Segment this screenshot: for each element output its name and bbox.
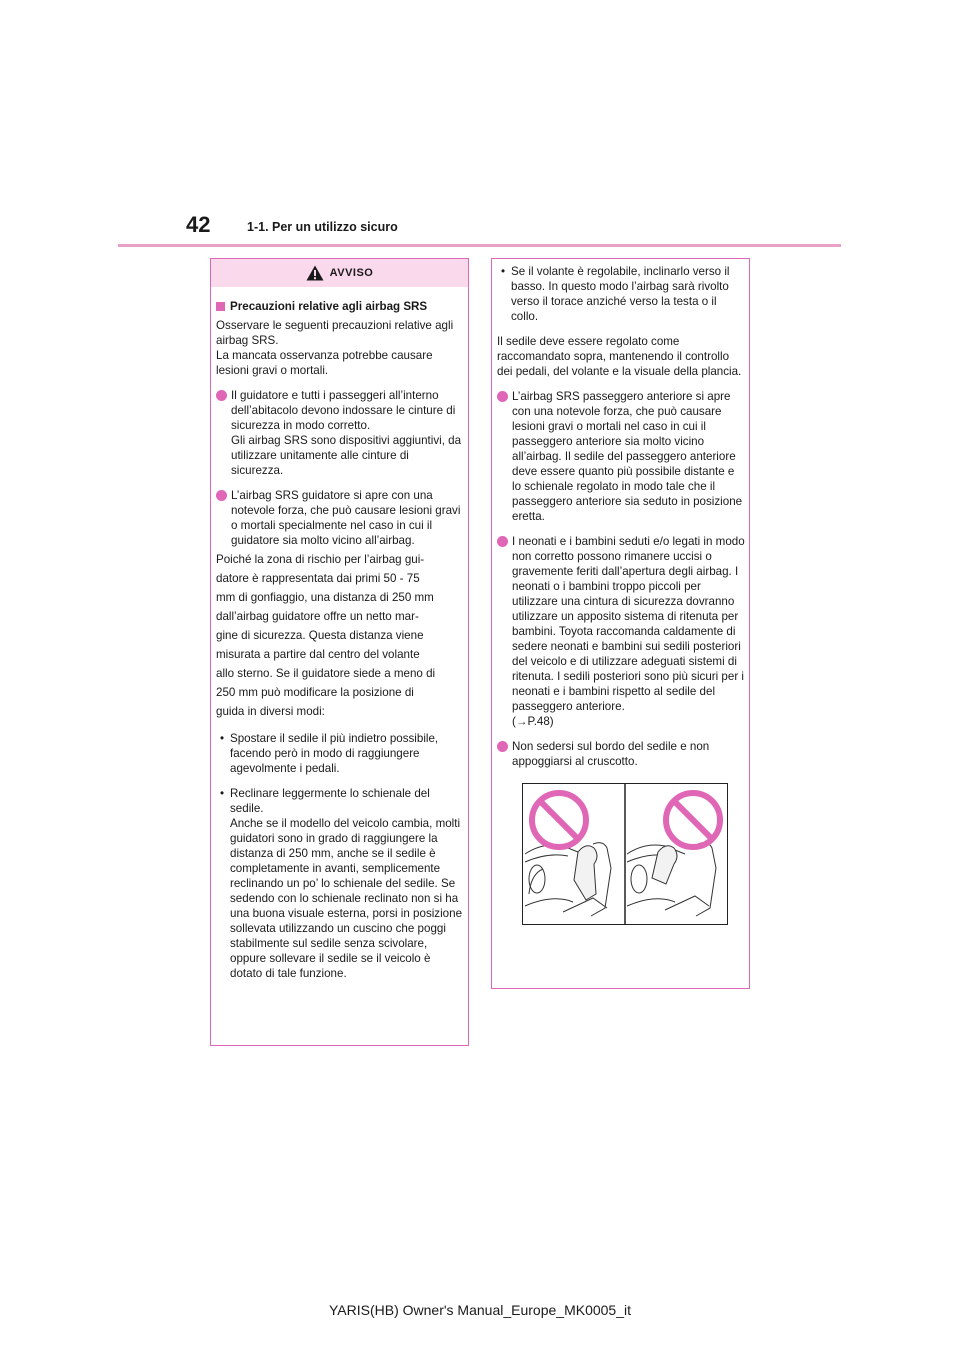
seat-paragraph: Il sedile deve essere regolato come raccomandato sopra, mantenendo il controllo dei pedali, del volante e la visuale della plancia. — [497, 335, 742, 378]
list-item: I neonati e i bambini seduti e/o legati in modo non corretto possono rimanere uccisi o gravemente feriti dall’apertura degli airbag. I neonati o i bambini troppo piccoli per utilizzare una cintura di sicurezza dovranno utilizzare un apposito sistema di ritenuta per bambini. Toyota raccomanda caldamente di sedere neonati e bambini sui sedili posteriori del veicolo e di utilizzare adeguati sistemi di ritenuta. I sedili posteriori sono più sicuri per i neonati e i bambini rispetto al sedile del passeggero anteriore. (→P.48) — [497, 534, 745, 729]
warning-box-left — [210, 258, 469, 1046]
circle-bullet-icon — [216, 490, 227, 501]
list-item: Il guidatore e tutti i passeggeri all’interno dell’abitacolo devono indossare le cinture di sicurezza in modo corretto. Gli airbag SRS sono dispositivi aggiuntivi, da utilizzare unitamente alle cinture di sicurezza. — [216, 388, 464, 478]
illustration-svg — [523, 784, 727, 924]
section-title: 1-1. Per un utilizzo sicuro — [247, 220, 398, 234]
header-rule — [118, 244, 841, 247]
circle-bullet-icon — [497, 536, 508, 547]
list-item: L’airbag SRS passeggero anteriore si apre con una notevole forza, che può causare lesioni gravi o mortali nel caso in cui il passeggero anteriore sia molto vicino all’airbag. Il sedile del passeggero anteriore deve essere quanto più possibile distante e lo schienale regolato in modo tale che il passeggero anteriore sia seduto in posizione eretta. — [497, 389, 745, 524]
prohibited-seating-illustration — [522, 783, 728, 925]
page-number: 42 — [186, 212, 211, 237]
list-item: Non sedersi sul bordo del sedile e non appoggiarsi al cruscotto. — [497, 739, 745, 769]
footer-manual-id: YARIS(HB) Owner's Manual_Europe_MK0005_it — [329, 1302, 631, 1318]
warning-label: AVVISO — [329, 267, 374, 279]
intro-paragraph: Osservare le seguenti precauzioni relative agli airbag SRS. La mancata osservanza potrebbe causare lesioni gravi o mortali. — [216, 319, 454, 377]
circle-bullet-icon — [216, 390, 227, 401]
warning-triangle-icon — [306, 265, 324, 281]
square-bullet-icon — [216, 302, 225, 311]
list-item: L’airbag SRS guidatore si apre con una notevole forza, che può causare lesioni gravi o mortali specialmente nel caso in cui il guidatore sia molto vicino all’airbag. — [216, 488, 464, 548]
list-item: • Reclinare leggermente lo schienale del sedile. Anche se il modello del veicolo cambia, molti guidatori sono in grado di raggiungere la distanza di 250 mm, anche se il sedile è completamente in avanti, semplicemente reclinando un po’ lo schienale del sedile. Se sedendo con lo schienale reclinato non si ha una buona visuale esterna, porsi in posizione sollevata utilizzando un cuscino che poggi stabilmente sul sedile senza scivolare, oppure sollevare il sedile se il veicolo è dotato di tale funzione. — [220, 787, 463, 980]
circle-bullet-icon — [497, 391, 508, 402]
precautions-heading: Precauzioni relative agli airbag SRS — [216, 299, 464, 314]
list-item: • Spostare il sedile il più indietro possibile, facendo però in modo di raggiungere agevolmente i pedali. — [220, 732, 439, 775]
warning-box-right — [491, 258, 750, 989]
distance-paragraph: Poiché la zona di rischio per l’airbag gui- datore è rappresentata dai primi 50 - 75 mm di gonfiaggio, una distanza di 250 mm dall’airbag guidatore offre un netto mar- gine di sicurezza. Questa distanza viene misurata a partire dal centro del volante allo sterno. Se il guidatore siede a meno di 250 mm può modificare la posizione di guida in diversi modi: — [216, 553, 436, 718]
circle-bullet-icon — [497, 741, 508, 752]
list-item: • Se il volante è regolabile, inclinarlo verso il basso. In questo modo l’airbag sarà rivolto verso il torace anziché verso la testa o il collo. — [501, 265, 730, 323]
warning-header — [211, 259, 468, 287]
